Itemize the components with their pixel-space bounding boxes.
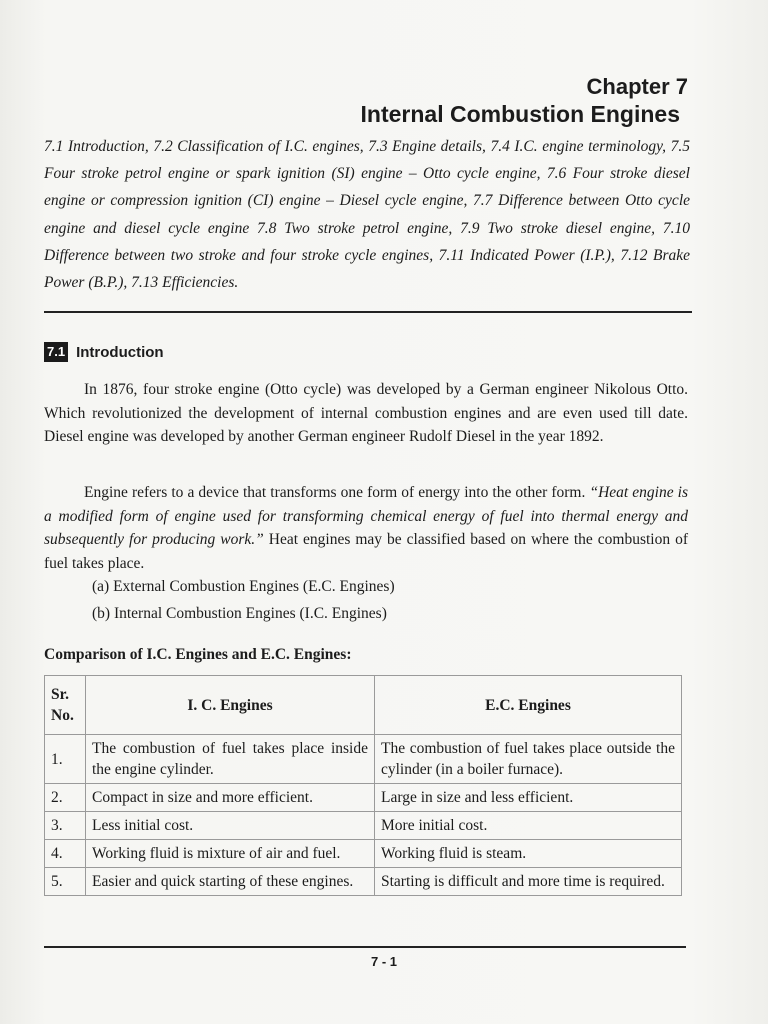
intro-paragraph: In 1876, four stroke engine (Otto cycle) was developed by a German engineer Nikolous Otto. Which revolutionized the development of internal combustion engines and are even used till date. Diesel engine was developed by another German engineer Rudolf Diesel in the year 1892. — [44, 381, 688, 445]
paragraph-text: Engine refers to a device that transforms one form of energy into the other form. — [84, 484, 590, 501]
paragraph-text: Heat engines may be classified based on where the combustion of fuel takes place. — [44, 531, 688, 572]
table-row — [45, 784, 682, 812]
table-header-row — [45, 676, 682, 735]
footer-divider — [44, 946, 686, 948]
header-text: No. — [51, 707, 74, 724]
ec-cell: Large in size and less efficient. — [375, 784, 682, 812]
table-row — [45, 840, 682, 868]
section-heading — [44, 342, 164, 362]
list-item: (b) Internal Combustion Engines (I.C. Engines) — [92, 605, 387, 622]
ic-cell: Less initial cost. — [86, 812, 375, 840]
ec-cell: The combustion of fuel takes place outside the cylinder (in a boiler furnace). — [375, 735, 682, 784]
ec-cell: More initial cost. — [375, 812, 682, 840]
row-number: 1. — [45, 735, 86, 784]
ic-cell: Easier and quick starting of these engines. — [86, 868, 375, 896]
ic-cell: Working fluid is mixture of air and fuel. — [86, 840, 375, 868]
row-number: 3. — [45, 812, 86, 840]
table-row — [45, 735, 682, 784]
page-number: 7 - 1 — [370, 954, 397, 969]
section-number-badge: 7.1 — [44, 342, 68, 362]
header-text: Sr. — [51, 686, 69, 703]
ic-cell: The combustion of fuel takes place inside the engine cylinder. — [86, 735, 375, 784]
column-header-sr-no — [45, 676, 86, 735]
definition-quote: “Heat engine is a modified form of engine used for transforming chemical energy of fuel into thermal energy and subsequently for producing work.” — [44, 484, 689, 548]
ec-cell: Working fluid is steam. — [375, 840, 682, 868]
chapter-number: Chapter 7 — [586, 74, 688, 99]
comparison-table — [44, 675, 682, 896]
list-item: (a) External Combustion Engines (E.C. Engines) — [92, 578, 395, 595]
row-number: 5. — [45, 868, 86, 896]
chapter-contents: 7.1 Introduction, 7.2 Classification of I.C. engines, 7.3 Engine details, 7.4 I.C. engine terminology, 7.5 Four stroke petrol engine or spark ignition (SI) engine – Otto cycle engine, 7.6 Four stroke diesel engine or compression ignition (CI) engine – Diesel cycle engine, 7.7 Difference between Otto cycle engine and diesel cycle engine 7.8 Two stroke petrol engine, 7.9 Two stroke diesel engine, 7.10 Difference between two stroke and four stroke cycle engines, 7.11 Indicated Power (I.P.), 7.12 Brake Power (B.P.), 7.13 Efficiencies. — [44, 138, 690, 292]
section-title: Introduction — [76, 343, 164, 361]
comparison-title: Comparison of I.C. Engines and E.C. Engines: — [44, 646, 352, 663]
definition-paragraph — [44, 481, 688, 575]
column-header-ic: I. C. Engines — [86, 676, 375, 735]
row-number: 2. — [45, 784, 86, 812]
table-row — [45, 812, 682, 840]
ic-cell: Compact in size and more efficient. — [86, 784, 375, 812]
row-number: 4. — [45, 840, 86, 868]
ec-cell: Starting is difficult and more time is required. — [375, 868, 682, 896]
column-header-ec: E.C. Engines — [375, 676, 682, 735]
table-row — [45, 868, 682, 896]
chapter-title: Internal Combustion Engines — [360, 101, 680, 127]
divider — [44, 311, 692, 313]
